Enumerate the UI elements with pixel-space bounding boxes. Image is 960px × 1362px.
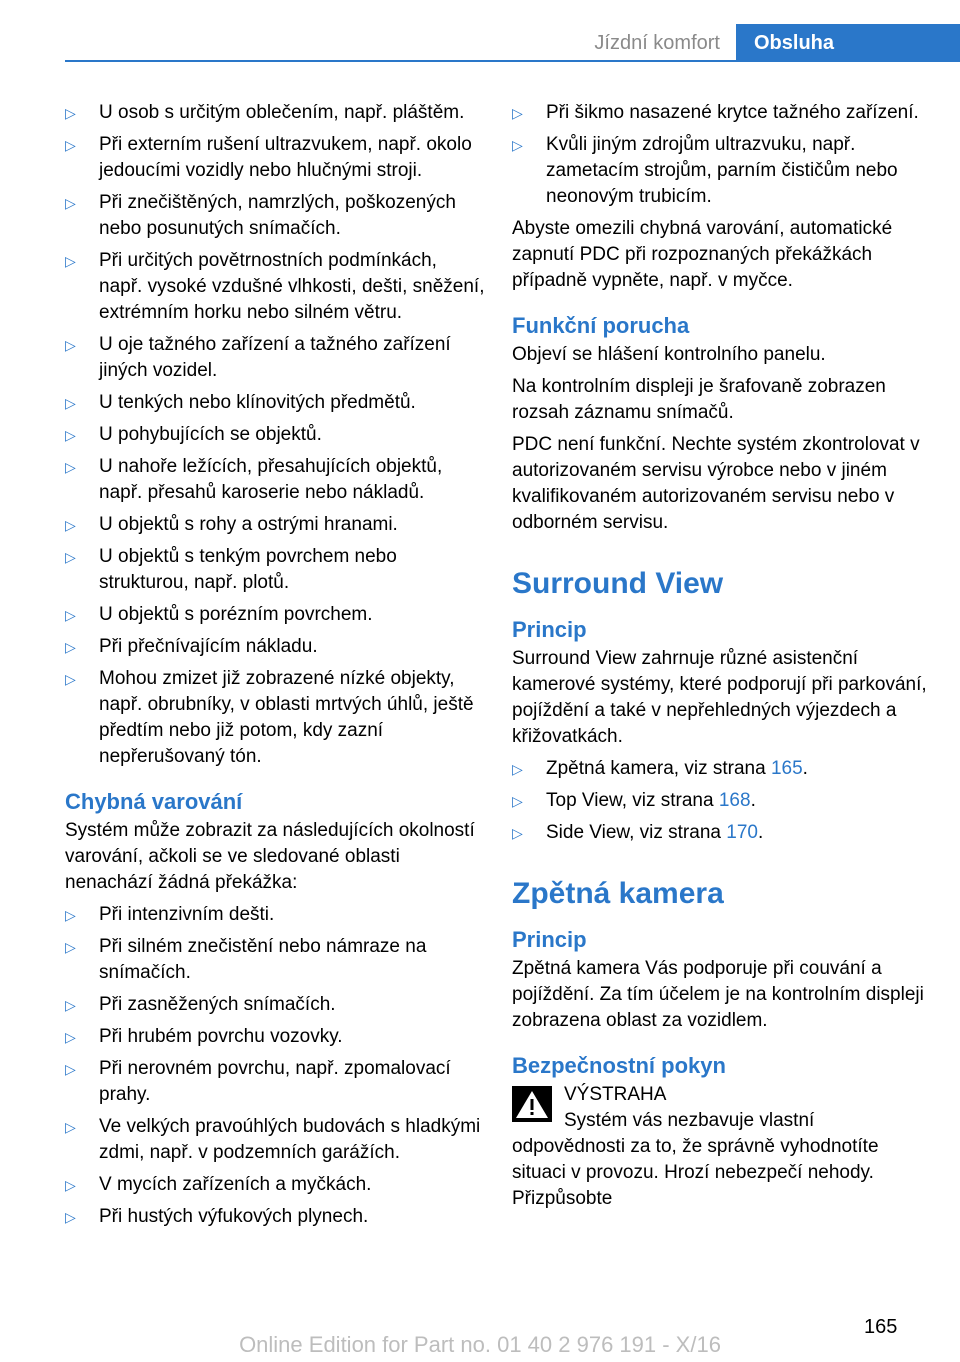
malfunction-heading: Funkční porucha — [512, 313, 690, 338]
page-number: 165 — [864, 1316, 898, 1338]
bullet-triangle-icon: ▷ — [512, 761, 523, 777]
list-item-text: Side View, viz strana — [546, 822, 727, 843]
list-item — [65, 512, 485, 538]
bullet-triangle-icon: ▷ — [65, 607, 76, 623]
list-item-text: U osob s určitým oblečením, např. pláštěm. — [99, 102, 465, 123]
bullet-triangle-icon: ▷ — [65, 549, 76, 565]
list-item-text: U objektů s porézním povrchem. — [99, 604, 373, 625]
list-item-text: Při přečnívajícím nákladu. — [99, 636, 318, 657]
bullet-triangle-icon: ▷ — [65, 253, 76, 269]
list-item — [65, 248, 485, 326]
list-item — [65, 934, 485, 986]
list-item-text: Při zasněžených snímačích. — [99, 994, 336, 1015]
edition-footer: Online Edition for Part no. 01 40 2 976 191 - X/16 — [239, 1332, 721, 1357]
false-warnings-list — [65, 902, 485, 1230]
list-item — [65, 454, 485, 506]
page-link[interactable]: 170 — [726, 822, 758, 843]
list-item-text: Při šikmo nasazené krytce tažného zařízení. — [546, 102, 919, 123]
bullet-triangle-icon: ▷ — [65, 1119, 76, 1135]
bullet-triangle-icon: ▷ — [65, 671, 76, 687]
bullet-triangle-icon: ▷ — [512, 137, 523, 153]
bullet-triangle-icon: ▷ — [65, 105, 76, 121]
list-item — [512, 100, 932, 126]
bullet-triangle-icon: ▷ — [65, 517, 76, 533]
left-column — [65, 100, 485, 1236]
list-item — [65, 190, 485, 242]
list-item-text: V mycích zařízeních a myčkách. — [99, 1174, 372, 1195]
list-item — [65, 634, 485, 660]
principle-heading: Princip — [512, 617, 587, 642]
list-item — [512, 788, 932, 814]
period: . — [757, 822, 764, 843]
list-item — [65, 1056, 485, 1108]
list-item-text: Při intenzivním dešti. — [99, 904, 275, 925]
list-item — [65, 100, 485, 126]
list-item — [65, 902, 485, 928]
surround-view-text: Surround View zahrnuje různé asistenční kamerové systémy, které podporují při parkování, pojíždění a také v nepřehledných výjezdech a křižovatkách. — [512, 648, 927, 747]
bullet-triangle-icon: ▷ — [65, 459, 76, 475]
list-item-text: Při nerovném povrchu, např. zpomalovací prahy. — [99, 1058, 451, 1105]
period: . — [750, 790, 756, 811]
list-item — [65, 332, 485, 384]
list-item-text: Mohou zmizet již zobrazené nízké objekty, např. obrubníky, v oblasti mrtvých úhlů, ještě předtím nebo již potom, kdy zazní nepřerušovaný tón. — [99, 668, 474, 767]
warning-block — [512, 1082, 932, 1108]
warning-label: VÝSTRAHA — [564, 1084, 667, 1105]
list-item — [65, 132, 485, 184]
list-item-text: Při znečištěných, namrzlých, poškozených nebo posunutých snímačích. — [99, 192, 456, 239]
bullet-triangle-icon: ▷ — [65, 195, 76, 211]
bullet-triangle-icon: ▷ — [65, 939, 76, 955]
list-item-text: Při silném znečistění nebo námraze na snímačích. — [99, 936, 427, 983]
bullet-triangle-icon: ▷ — [65, 1029, 76, 1045]
list-item — [512, 756, 932, 782]
list-item — [65, 602, 485, 628]
surround-view-heading: Surround View — [512, 567, 724, 600]
list-item-text: U pohybujících se objektů. — [99, 424, 322, 445]
bullet-triangle-icon: ▷ — [65, 337, 76, 353]
page-link[interactable]: 165 — [770, 758, 803, 779]
bullet-triangle-icon: ▷ — [65, 1177, 76, 1193]
right-column — [512, 100, 932, 1218]
list-item-text: U oje tažného zařízení a tažného zařízení jiných vozidel. — [99, 334, 451, 381]
list-item-text: Při určitých povětrnostních podmínkách, např. vysoké vzdušné vlhkosti, dešti, sněžení, extrémním horku nebo silném větru. — [99, 250, 485, 323]
bullet-triangle-icon: ▷ — [65, 427, 76, 443]
bullet-triangle-icon: ▷ — [65, 997, 76, 1013]
list-item-text: Ve velkých pravoúhlých budovách s hladkými zdmi, např. v podzemních garážích. — [99, 1116, 481, 1163]
bullet-triangle-icon: ▷ — [512, 825, 523, 841]
list-item — [65, 666, 485, 770]
list-item-text: U objektů s tenkým povrchem nebo strukturou, např. plotů. — [99, 546, 397, 593]
chapter-tab[interactable]: Obsluha — [736, 24, 960, 62]
period: . — [802, 758, 808, 779]
bullet-triangle-icon: ▷ — [65, 395, 76, 411]
bullet-triangle-icon: ▷ — [65, 137, 76, 153]
list-item-text: U nahoře ležících, přesahujících objektů, např. přesahů karoserie nebo nákladů. — [99, 456, 443, 503]
list-item — [65, 992, 485, 1018]
list-item-text: Kvůli jiným zdrojům ultrazvuku, např. zametacím strojům, parním čističům nebo neonovým trubicím. — [546, 134, 898, 207]
list-item — [65, 1024, 485, 1050]
list-item-text: U objektů s rohy a ostrými hranami. — [99, 514, 398, 535]
list-item — [65, 422, 485, 448]
list-item-text: Při externím rušení ultrazvukem, např. okolo jedoucími vozidly nebo hlučnými stroji. — [99, 134, 472, 181]
bullet-triangle-icon: ▷ — [65, 907, 76, 923]
bullet-triangle-icon: ▷ — [65, 1061, 76, 1077]
limitations-list — [65, 100, 485, 770]
false-warnings-heading: Chybná varování — [65, 789, 243, 814]
list-item — [512, 820, 932, 846]
list-item — [65, 1114, 485, 1166]
page-link[interactable]: 168 — [718, 790, 751, 811]
principle-heading: Princip — [512, 927, 587, 952]
list-item — [65, 390, 485, 416]
other-sources-list — [512, 100, 932, 210]
list-item — [65, 1204, 485, 1230]
surround-view-list — [512, 756, 932, 846]
malfunction-text-2: Na kontrolním displeji je šrafovaně zobrazen rozsah záznamu snímačů. — [512, 376, 886, 423]
list-item-text: Zpětná kamera, viz strana — [546, 758, 771, 779]
bullet-triangle-icon: ▷ — [65, 639, 76, 655]
list-item — [65, 1172, 485, 1198]
warning-triangle-icon — [512, 1086, 552, 1122]
malfunction-text-3: PDC není funkční. Nechte systém zkontrolovat v autorizovaném servisu výrobce nebo v jiném kvalifikovaném autorizovaném servisu nebo v odborném servisu. — [512, 434, 920, 533]
rear-camera-heading: Zpětná kamera — [512, 877, 724, 910]
rear-camera-text: Zpětná kamera Vás podporuje při couvání a pojíždění. Za tím účelem je na kontrolním displeji zobrazena oblast za vozidlem. — [512, 958, 924, 1031]
malfunction-text-1: Objeví se hlášení kontrolního panelu. — [512, 344, 826, 365]
list-item — [512, 132, 932, 210]
list-item-text: Při hrubém povrchu vozovky. — [99, 1026, 343, 1047]
bullet-triangle-icon: ▷ — [512, 793, 523, 809]
bullet-triangle-icon: ▷ — [512, 105, 523, 121]
safety-heading: Bezpečnostní pokyn — [512, 1053, 726, 1078]
false-warnings-intro: Systém může zobrazit za následujících okolností varování, ačkoli se ve sledované oblasti nenachází žádná překážka: — [65, 820, 475, 893]
list-item-text: Při hustých výfukových plynech. — [99, 1206, 369, 1227]
section-tab[interactable]: Jízdní komfort — [594, 32, 720, 54]
warning-text: Systém vás nezbavuje vlastní odpovědnosti za to, že správně vyhodnotíte situaci v provozu. Hrozí nebezpečí nehody. Přizpůsobte — [512, 1110, 879, 1209]
list-item-text: U tenkých nebo klínovitých předmětů. — [99, 392, 416, 413]
list-item — [65, 544, 485, 596]
avoid-warnings-text: Abyste omezili chybná varování, automatické zapnutí PDC při rozpoznaných překážkách případně vypněte, např. v myčce. — [512, 218, 893, 291]
list-item-text: Top View, viz strana — [546, 790, 719, 811]
bullet-triangle-icon: ▷ — [65, 1209, 76, 1225]
